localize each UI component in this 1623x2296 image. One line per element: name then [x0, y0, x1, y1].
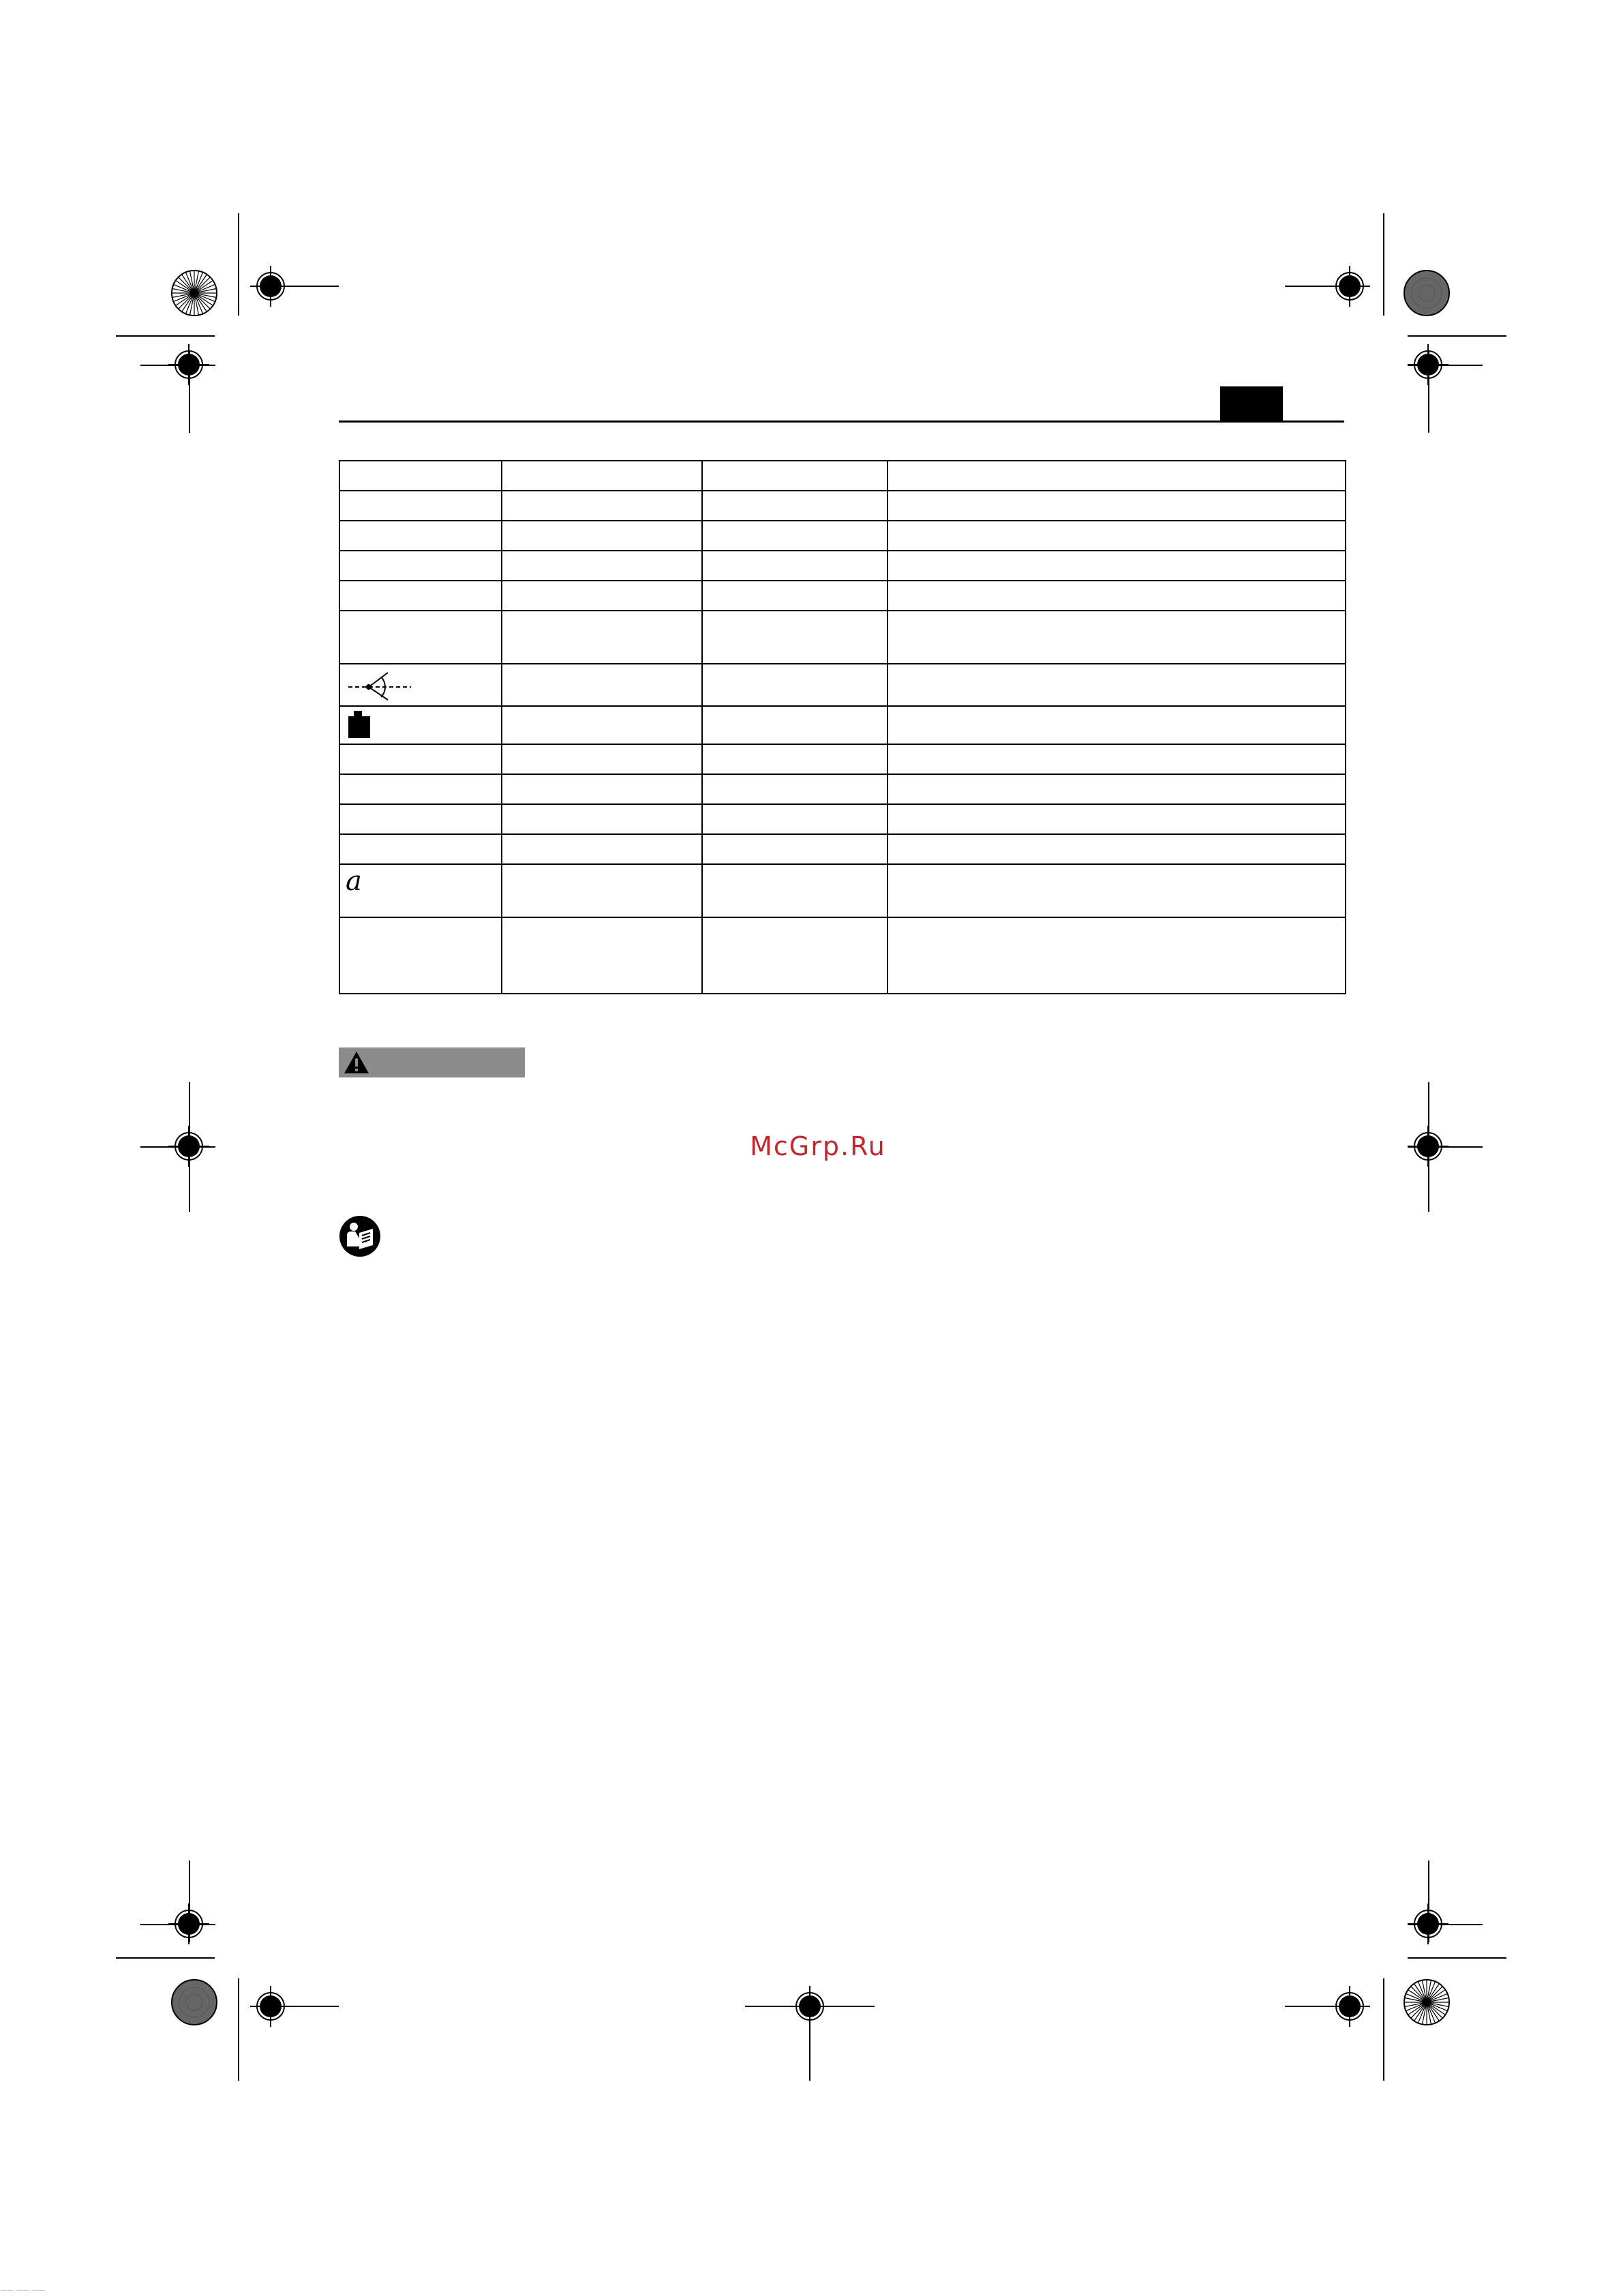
table-cell	[888, 804, 1346, 834]
spec-table	[339, 460, 1346, 994]
crop-line	[809, 2006, 810, 2081]
table-row	[339, 744, 1346, 774]
table-cell	[702, 611, 888, 664]
table-row	[339, 521, 1346, 551]
table-cell	[502, 804, 702, 834]
table-cell	[502, 664, 702, 706]
table-cell	[702, 581, 888, 611]
crop-line	[1428, 351, 1429, 433]
crop-line	[238, 1978, 239, 2081]
crop-line	[116, 1957, 215, 1959]
crop-line	[1408, 335, 1506, 337]
footer-text: —— —— ——	[0, 2286, 46, 2294]
table-cell	[888, 834, 1346, 864]
crop-line	[189, 1861, 190, 1942]
table-cell	[702, 774, 888, 804]
crop-line	[116, 335, 215, 337]
table-cell	[502, 611, 702, 664]
table-cell	[339, 664, 502, 706]
table-cell	[888, 706, 1346, 744]
table-cell	[339, 864, 502, 917]
table-cell	[339, 834, 502, 864]
table-cell	[888, 774, 1346, 804]
table-cell	[888, 491, 1346, 521]
table-cell	[339, 521, 502, 551]
table-cell	[888, 864, 1346, 917]
crop-line	[140, 365, 215, 366]
table-row	[339, 611, 1346, 664]
table-cell	[339, 581, 502, 611]
crop-line	[189, 1082, 190, 1212]
table-row	[339, 917, 1346, 994]
warning-bar	[339, 1047, 525, 1077]
table-row	[339, 864, 1346, 917]
crop-line	[1285, 286, 1353, 287]
angle-icon	[346, 664, 496, 703]
table-cell	[502, 917, 702, 994]
crop-line	[1428, 1082, 1429, 1212]
weight-icon	[346, 707, 496, 741]
table-cell	[888, 521, 1346, 551]
crop-line	[1408, 1924, 1483, 1925]
table-cell	[502, 521, 702, 551]
table-cell	[502, 706, 702, 744]
crop-line	[1285, 2006, 1353, 2007]
table-cell	[339, 551, 502, 581]
table-cell	[502, 864, 702, 917]
vibration-symbol: a	[346, 866, 362, 897]
table-cell	[702, 864, 888, 917]
header-rule	[339, 420, 1344, 423]
table-cell	[339, 706, 502, 744]
crop-line	[140, 1146, 215, 1148]
table-cell	[888, 664, 1346, 706]
table-cell	[702, 491, 888, 521]
table-cell	[339, 774, 502, 804]
crop-line	[1408, 365, 1483, 366]
table-row	[339, 491, 1346, 521]
table-cell	[702, 664, 888, 706]
table-row	[339, 706, 1346, 744]
crop-line	[189, 351, 190, 433]
table-row	[339, 551, 1346, 581]
crop-line	[1408, 1146, 1483, 1148]
star-target-icon	[1403, 1978, 1451, 2026]
table-row	[339, 774, 1346, 804]
table-cell	[339, 917, 502, 994]
table-cell	[702, 551, 888, 581]
table-cell	[339, 744, 502, 774]
crop-line	[271, 286, 339, 287]
crop-line	[1383, 1978, 1384, 2081]
star-target-icon	[170, 1978, 218, 2026]
crop-line	[1408, 1957, 1506, 1959]
table-cell	[888, 744, 1346, 774]
read-manual-icon	[339, 1215, 381, 1260]
table-row	[339, 804, 1346, 834]
table-row	[339, 664, 1346, 706]
crop-line	[271, 2006, 339, 2007]
watermark-text: McGrp.Ru	[750, 1131, 886, 1161]
table-cell	[502, 461, 702, 491]
table-cell	[888, 917, 1346, 994]
table-cell	[502, 834, 702, 864]
warning-triangle-icon	[343, 1050, 370, 1075]
table-cell	[339, 804, 502, 834]
table-cell	[702, 461, 888, 491]
table-cell	[702, 804, 888, 834]
table-cell	[888, 611, 1346, 664]
table-row	[339, 834, 1346, 864]
table-cell	[702, 834, 888, 864]
table-cell	[502, 491, 702, 521]
table-cell	[888, 461, 1346, 491]
table-cell	[888, 581, 1346, 611]
table-row	[339, 581, 1346, 611]
table-cell	[339, 611, 502, 664]
table-cell	[702, 917, 888, 994]
star-target-icon	[170, 269, 218, 317]
table-cell	[702, 706, 888, 744]
table-row	[339, 461, 1346, 491]
table-cell	[702, 744, 888, 774]
table-cell	[502, 744, 702, 774]
language-tab	[1220, 386, 1283, 420]
star-target-icon	[1403, 269, 1451, 317]
crop-line	[140, 1924, 215, 1925]
table-cell	[502, 774, 702, 804]
crop-line	[1428, 1861, 1429, 1942]
table-cell	[502, 551, 702, 581]
table-cell	[888, 551, 1346, 581]
table-cell	[702, 521, 888, 551]
crop-line	[1383, 213, 1384, 316]
table-cell	[339, 491, 502, 521]
crop-line	[238, 213, 239, 316]
table-cell	[502, 581, 702, 611]
table-cell	[339, 461, 502, 491]
